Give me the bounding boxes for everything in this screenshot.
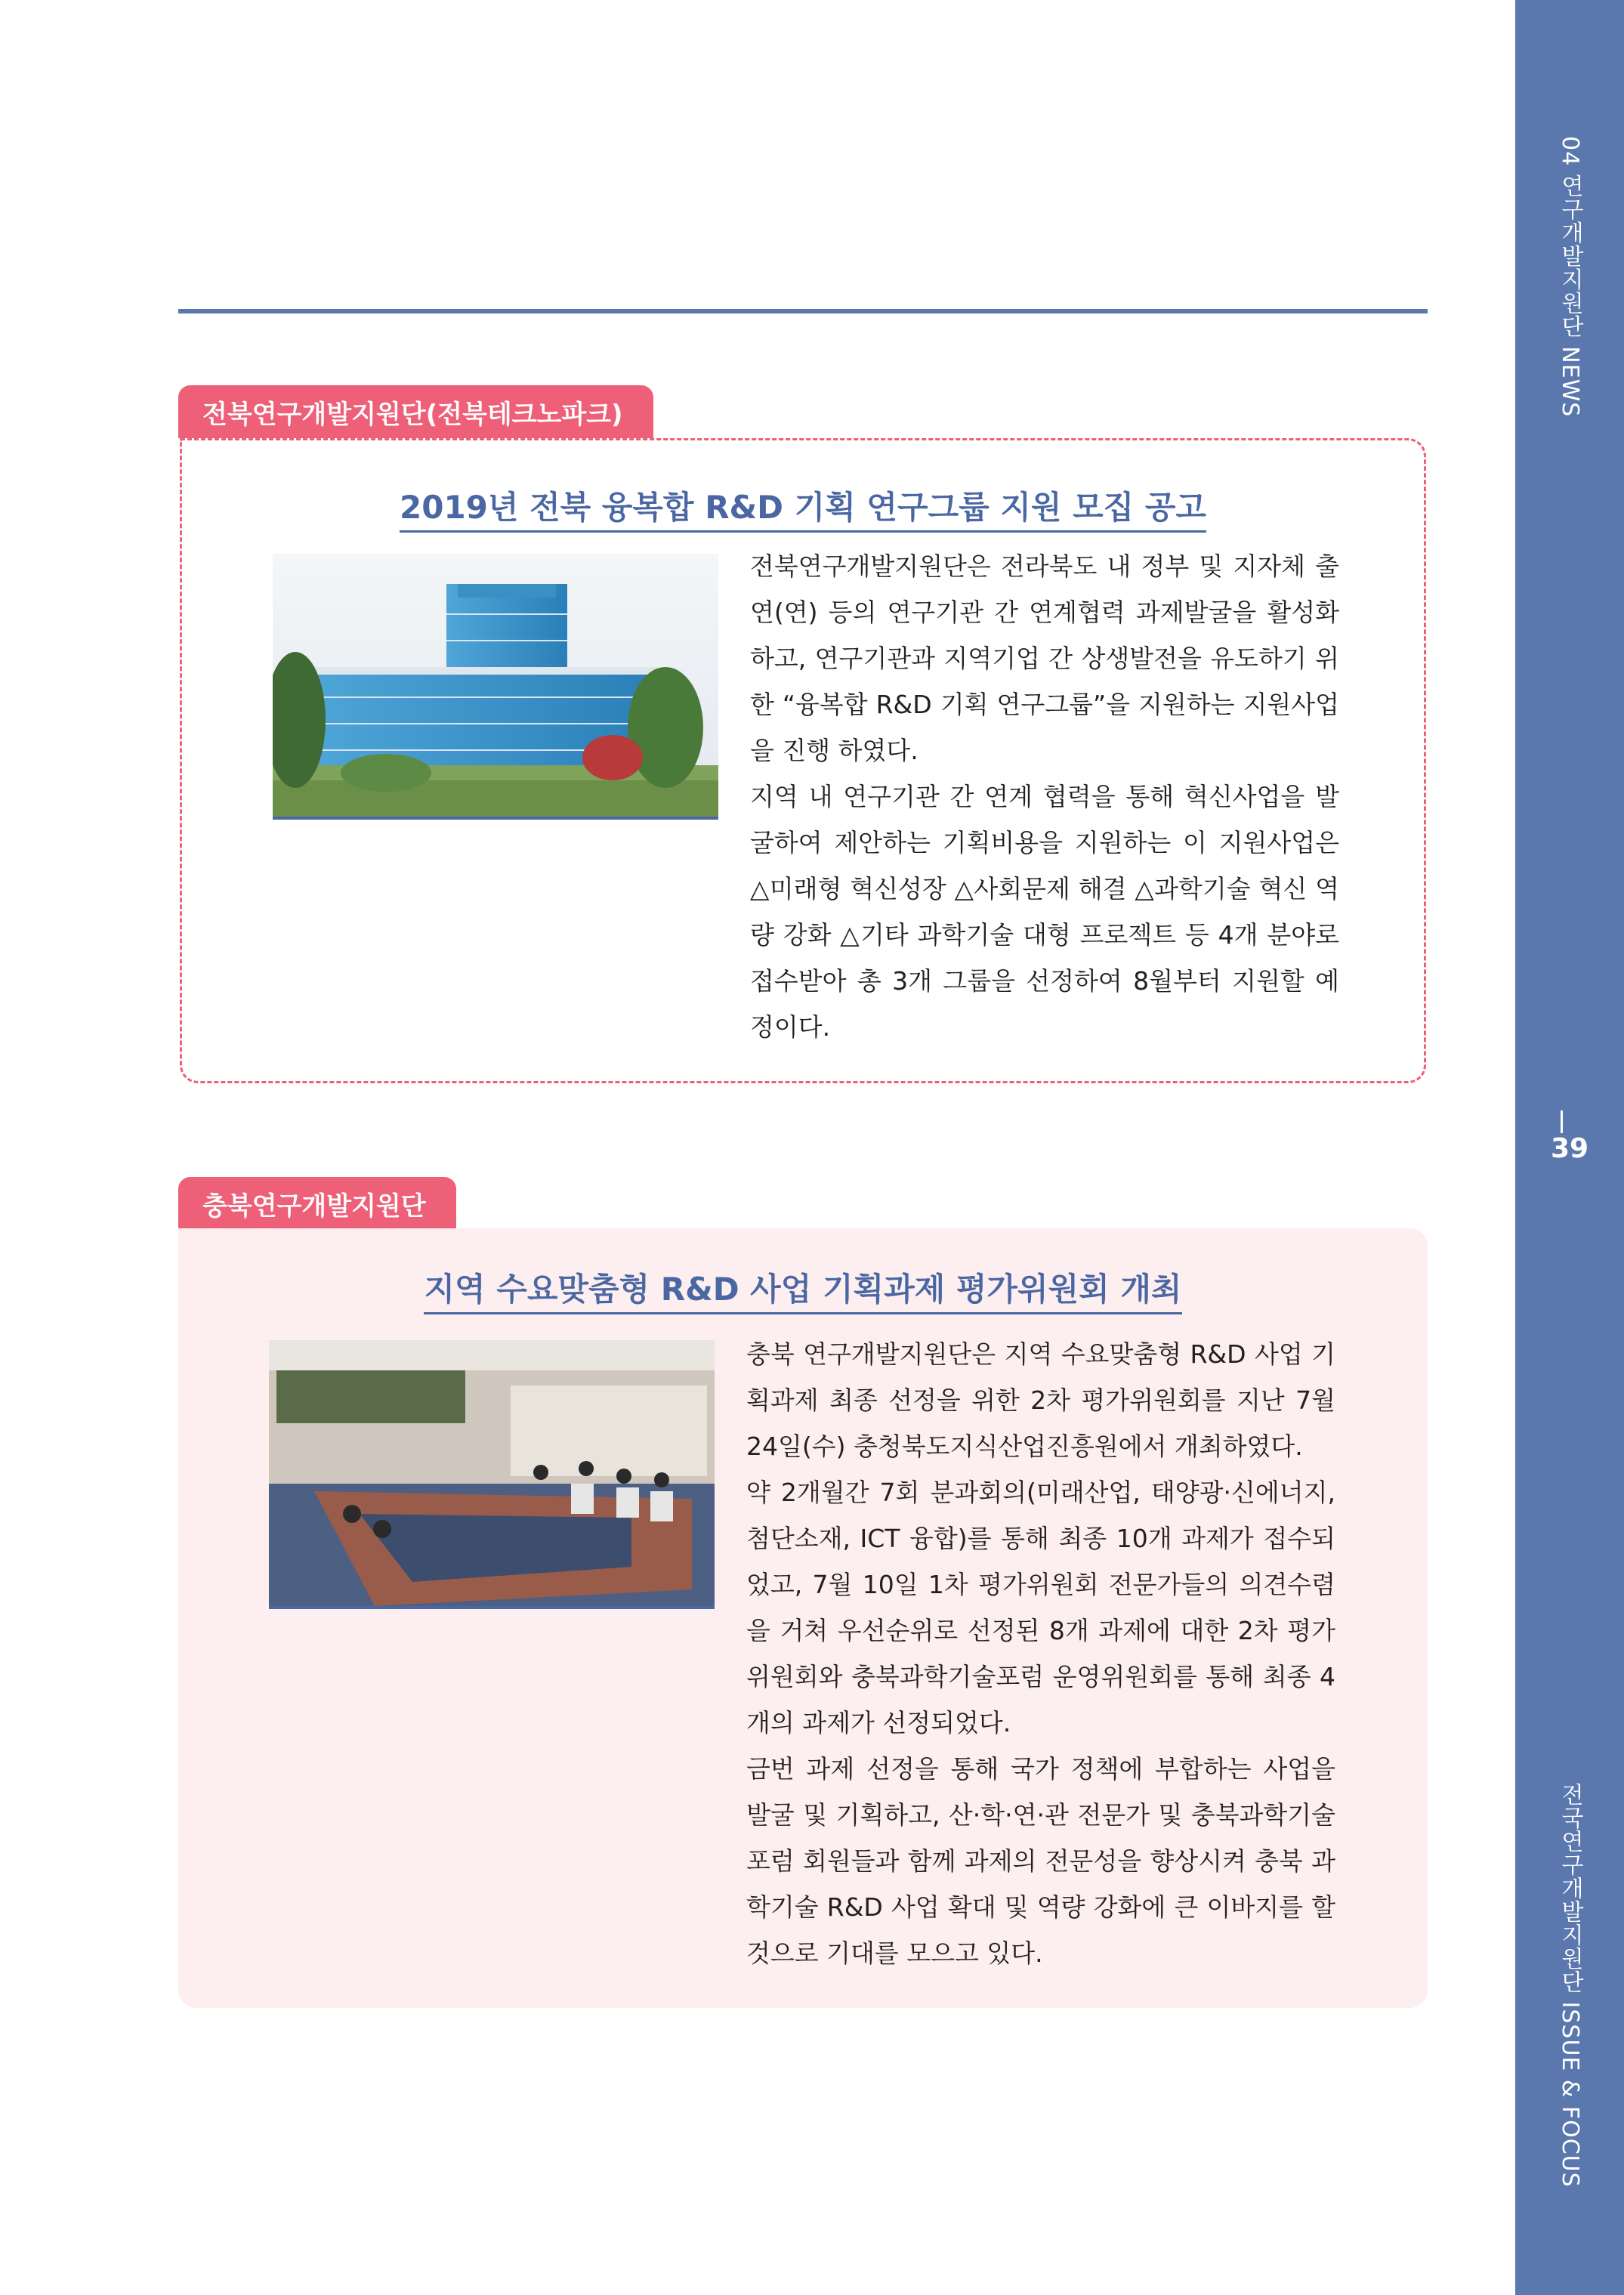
section2-title	[178, 1265, 1428, 1310]
top-divider	[178, 309, 1428, 314]
section1-title	[182, 483, 1424, 528]
section1-tab: 전북연구개발지원단(전북테크노파크)	[178, 385, 653, 438]
page-number-tick	[1561, 1110, 1563, 1133]
sidebar-section-label: 04 연구개발지원단 NEWS	[1557, 136, 1583, 418]
page-number: 39	[1550, 1133, 1589, 1164]
section2-paragraph: 약 2개월간 7회 분과회의(미래산업, 태양광·신에너지, 첨단소재, ICT 융합)를 통해 최종 10개 과제가 접수되었고, 7월 10일 1차 평가위원회 전문가들의 의견수렴을 거쳐 우선순위로 선정된 8개 과제에 대한 2차 평가위원회와 충북과학기술포럼 운영위원회를 통해 최종 4개의 과제가 선정되었다.	[746, 1478, 1335, 1737]
meeting-photo	[269, 1340, 715, 1609]
section1-box	[180, 438, 1426, 1083]
sidebar	[1515, 0, 1624, 2295]
sidebar-publication-label: 전국연구개발지원단 ISSUE & FOCUS	[1557, 1783, 1583, 2188]
building-photo	[273, 554, 718, 820]
section2-tab: 충북연구개발지원단	[178, 1177, 456, 1230]
section1-paragraph: 지역 내 연구기관 간 연계 협력을 통해 혁신사업을 발굴하여 제안하는 기획비용을 지원하는 이 지원사업은 △미래형 혁신성장 △사회문제 해결 △과학기술 혁신 역량 강화 △기타 과학기술 대형 프로젝트 등 4개 분야로 접수받아 총 3개 그룹을 선정하여 8월부터 지원할 예정이다.	[750, 782, 1339, 1042]
section2-body	[746, 1331, 1335, 1976]
section2-paragraph: 충북 연구개발지원단은 지역 수요맞춤형 R&D 사업 기획과제 최종 선정을 위한 2차 평가위원회를 지난 7월 24일(수) 충청북도지식산업진흥원에서 개최하였다.	[746, 1339, 1335, 1461]
section2-box	[178, 1228, 1428, 2008]
section1-body	[750, 543, 1339, 1050]
section1-paragraph: 전북연구개발지원단은 전라북도 내 정부 및 지자체 출연(연) 등의 연구기관 간 연계협력 과제발굴을 활성화 하고, 연구기관과 지역기업 간 상생발전을 유도하기 위한 “융복합 R&D 기획 연구그룹”을 지원하는 지원사업을 진행 하였다.	[750, 551, 1339, 765]
section2-title-text: 지역 수요맞춤형 R&D 사업 기획과제 평가위원회 개최	[424, 1271, 1181, 1314]
section1-title-text: 2019년 전북 융복합 R&D 기획 연구그룹 지원 모집 공고	[400, 489, 1206, 533]
section2-paragraph: 금번 과제 선정을 통해 국가 정책에 부합하는 사업을 발굴 및 기획하고, 산·학·연·관 전문가 및 충북과학기술포럼 회원들과 함께 과제의 전문성을 향상시켜 충북 과학기술 R&D 사업 확대 및 역량 강화에 큰 이바지를 할 것으로 기대를 모으고 있다.	[746, 1754, 1335, 1968]
